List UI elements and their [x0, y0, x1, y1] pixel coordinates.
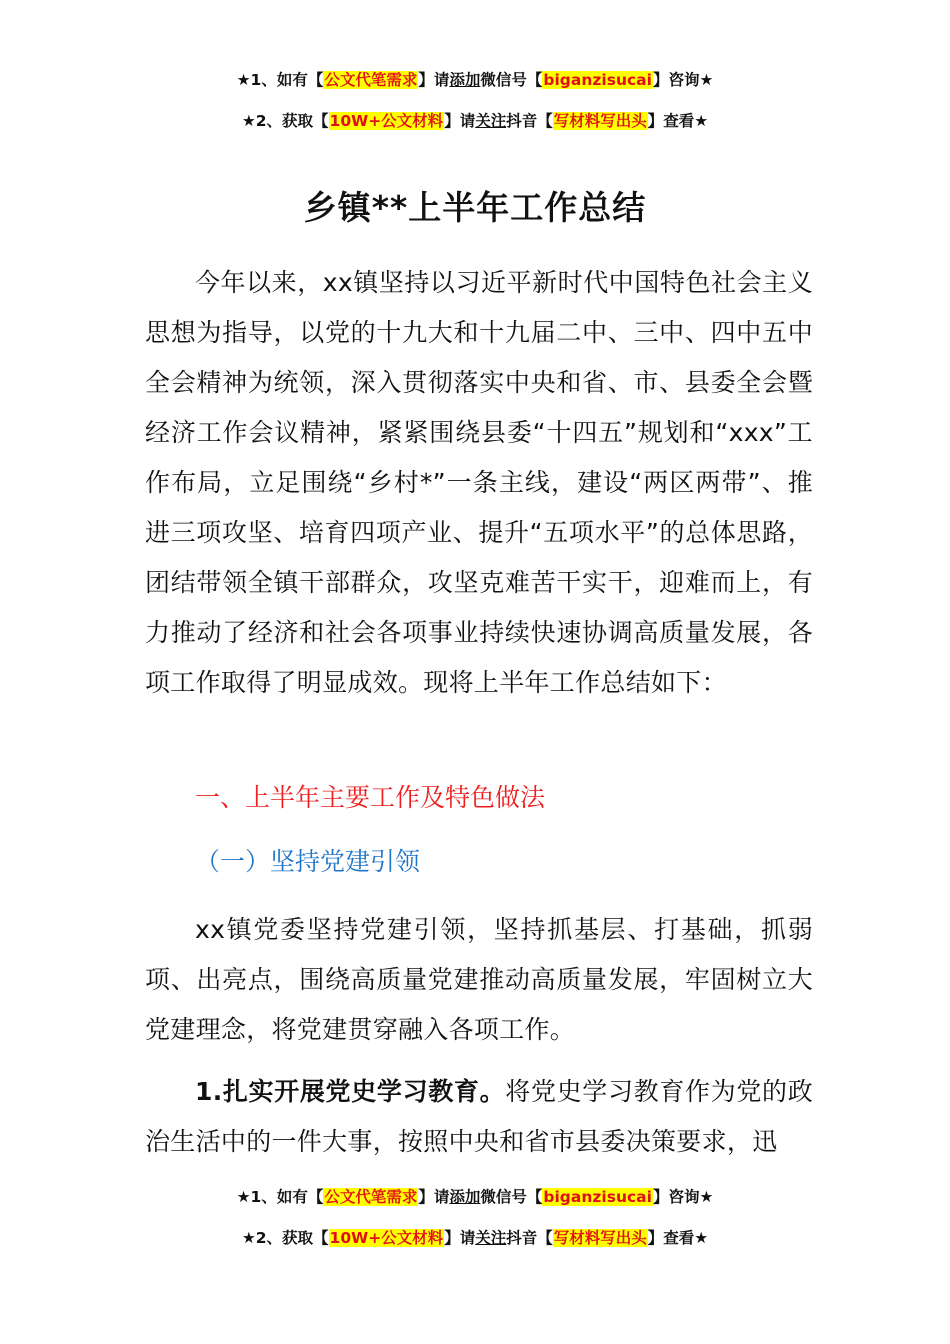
banner-highlight: 公文代笔需求 [324, 71, 418, 89]
item-title: 1.扎实开展党史学习教育。 [195, 1077, 506, 1106]
banner-text: 微信号【 [480, 71, 543, 89]
banner-text: ★1、如有【 [236, 71, 324, 89]
banner-highlight: 10W+公文材料 [329, 1229, 444, 1247]
banner-highlight: 10W+公文材料 [329, 112, 444, 130]
banner-text: 】请 [444, 112, 476, 130]
banner-text: ★2、获取【 [241, 1229, 329, 1247]
banner-text: 】请 [418, 1188, 450, 1206]
header-banner [0, 70, 950, 131]
heading-level-1: 一、上半年主要工作及特色做法 [195, 783, 546, 812]
footer-banner [0, 1187, 950, 1248]
banner-text: 】查看★ [647, 112, 709, 130]
item-text [145, 1067, 813, 1167]
banner-highlight: biganzisucai [543, 1188, 652, 1206]
banner-underline: 添加 [449, 71, 481, 89]
banner-underline: 添加 [449, 1188, 481, 1206]
item-body: 将党史学习教育作为党的政治生活中的一件大事，按照中央和省市县委决策要求，迅 [145, 1077, 813, 1156]
banner-highlight: 写材料写出头 [553, 1229, 647, 1247]
banner-text: ★1、如有【 [236, 1188, 324, 1206]
banner-highlight: biganzisucai [543, 71, 652, 89]
banner-text: 微信号【 [480, 1188, 543, 1206]
document-title: 乡镇**上半年工作总结 [303, 188, 647, 227]
section-paragraph [145, 905, 813, 1055]
banner-text: 抖音【 [506, 1229, 553, 1247]
banner-highlight: 写材料写出头 [553, 112, 647, 130]
intro-paragraph [145, 258, 813, 708]
banner-text: 】咨询★ [652, 1188, 714, 1206]
banner-underline: 关注 [475, 1229, 507, 1247]
intro-text: 今年以来，xx镇坚持以习近平新时代中国特色社会主义思想为指导，以党的十九大和十九届二中、三中、四中五中全会精神为统领，深入贯彻落实中央和省、市、县委全会暨经济工作会议精神，紧紧围绕县委“十四五”规划和“xxx”工作布局，立足围绕“乡村*”一条主线，建设“两区两带”、推进三项攻坚、培育四项产业、提升“五项水平”的总体思路，团结带领全镇干部群众，攻坚克难苦干实干，迎难而上，有力推动了经济和社会各项事业持续快速协调高质量发展，各项工作取得了明显成效。现将上半年工作总结如下： [145, 268, 813, 697]
item-paragraph [145, 1067, 813, 1167]
section-text: xx镇党委坚持党建引领，坚持抓基层、打基础，抓弱项、出亮点，围绕高质量党建推动高质量发展，牢固树立大党建理念，将党建贯穿融入各项工作。 [145, 915, 813, 1044]
banner-text: 】查看★ [647, 1229, 709, 1247]
banner-text: ★2、获取【 [241, 112, 329, 130]
banner-text: 】请 [444, 1229, 476, 1247]
banner-line-1 [0, 70, 950, 90]
banner-highlight: 公文代笔需求 [324, 1188, 418, 1206]
banner-line-2 [0, 111, 950, 131]
banner-line-2 [0, 1228, 950, 1248]
banner-line-1 [0, 1187, 950, 1207]
banner-underline: 关注 [475, 112, 507, 130]
banner-text: 】咨询★ [652, 71, 714, 89]
banner-text: 】请 [418, 71, 450, 89]
heading-level-2: （一）坚持党建引领 [195, 847, 421, 876]
banner-text: 抖音【 [506, 112, 553, 130]
